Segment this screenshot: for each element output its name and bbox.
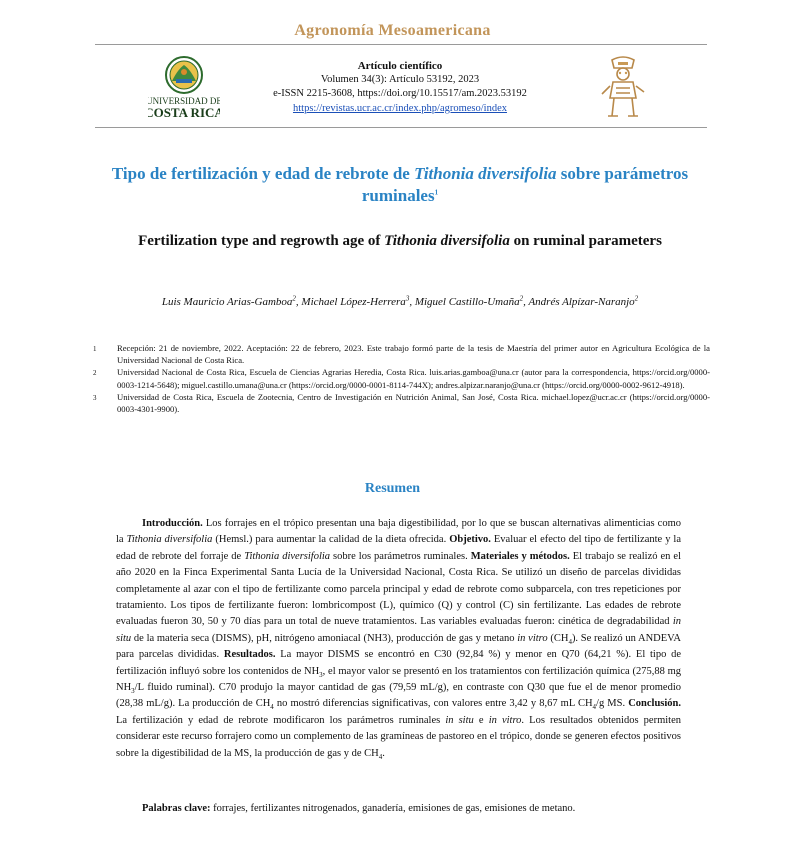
author: Luis Mauricio Arias-Gamboa$^2$, — [161, 294, 302, 308]
author: Miguel Castillo-Umaña$^2$, — [414, 294, 529, 308]
volume-info: Volumen 34(3): Artículo 53192, 2023 — [320, 74, 480, 86]
abstract-text-segment: . Los resultados obtenidos permiten considerar este recurso forrajero como un complemento de las gramíneas de pastoreo en el trópico, donde se generen efectos positivos sobre la digestibilidad de la MS, la producción de gas y de CH — [116, 714, 681, 759]
keywords-text: forrajes, fertilizantes nitrogenados, ganadería, emisiones de gas, emisiones de metano. — [210, 803, 576, 814]
author: Michael López-Herrera$^3$, — [301, 294, 415, 308]
abstract-section-label: Introducción. — [142, 518, 203, 529]
university-name-line-1: UNIVERSIDAD DE — [148, 96, 220, 106]
abstract-section-label: Conclusión. — [628, 698, 682, 710]
article-meta — [230, 59, 570, 116]
abstract-text-segment: , el mayor valor se presentó en los tratamientos con fertilización química (275,88 mg NH — [116, 665, 681, 694]
abstract-text-segment: Los forrajes en el trópico presentan una baja digestibilidad, por lo que se buscan alternativas alimenticias como la — [116, 518, 681, 546]
abstract-text-segment: ). Se realizó un ANDEVA para parcelas divididas. — [116, 632, 681, 661]
abstract-text-segment: 3 — [131, 687, 135, 696]
abstract-text-segment: Evaluar el efecto del tipo de fertilizante y la edad de rebrote del forraje de — [116, 534, 682, 562]
keywords — [116, 803, 681, 814]
abstract-text-segment: no mostró diferencias significativas, con valores entre 3,42 y 8,67 mL CH — [273, 698, 593, 710]
footnote-number: 1 — [93, 345, 97, 353]
footnote-number: 2 — [93, 369, 97, 378]
university-logo — [148, 55, 220, 123]
abstract-text-segment: Tithonia diversifolia — [126, 534, 213, 546]
abstract-text-segment: in situ — [445, 714, 474, 726]
abstract-text-segment: sobre los parámetros ruminales. — [330, 550, 471, 562]
abstract-text-segment: 3 — [319, 670, 323, 679]
mayan-figure-icon — [598, 54, 648, 122]
abstract-text-segment: La fertilización y edad de rebrote modificaron los parámetros ruminales — [116, 714, 446, 726]
abstract-text-segment: (Hemsl.) para aumentar la calidad de la dieta ofrecida. — [212, 534, 450, 546]
header-top-rule — [95, 44, 707, 45]
abstract-text-segment: /g MS. — [596, 698, 629, 710]
university-name-line-2: COSTA RICA — [148, 105, 220, 120]
abstract-text-segment: in vitro — [488, 714, 522, 726]
header-bottom-rule — [95, 127, 707, 128]
abstract-section-label: Materiales y métodos. — [470, 550, 570, 562]
keywords-label: Palabras clave: — [142, 803, 211, 814]
journal-emblem — [598, 54, 648, 122]
footnote — [93, 391, 710, 415]
abstract-heading: Resumen — [364, 481, 421, 496]
abstract-text-segment: . — [382, 747, 385, 759]
abstract-text-segment: El trabajo se realizó en el año 2020 en la Finca Experimental Santa Lucía de la Universidad Nacional, Costa Rica. Se utilizó un diseño de parcelas divididas completamente al azar con el tipo de fertilizante como parcela principal y edad de rebrote como subparcela, con tres repeticiones por tratamiento. Los tipos de fertilizante fueron: lombricompost (L), químico (Q) y control (C) sin fertilizante. Las edades de rebrote evaluadas fueron 30, 50 y 70 días para un total de nueve tratamientos. Las variables evaluadas fueron: cinética de degradabilidad — [116, 550, 681, 628]
abstract-text-segment: e — [473, 714, 489, 726]
journal-url-link[interactable]: https://revistas.ucr.ac.cr/index.php/agromeso/index — [292, 102, 508, 114]
abstract-text-segment: de la materia seca (DISMS), pH, nitrógeno amoniacal (NH3), producción de gas y metano — [131, 632, 518, 644]
article-type: Artículo científico — [357, 60, 443, 72]
abstract-text-segment: Tithonia diversifolia — [244, 550, 331, 562]
abstract-text-segment: /L fluido ruminal). C70 produjo la mayor cantidad de gas (79,59 mL/g), en contraste con Q30 que fue el de menor promedio (28,38 mL/g). La producción de CH — [116, 682, 681, 710]
abstract-section-label: Resultados. — [223, 649, 276, 661]
abstract-section-label: Objetivo. — [449, 534, 491, 546]
title-english: Fertilization type and regrowth age of Tithonia diversifolia on ruminal parameters — [138, 233, 662, 249]
footnote-text: Recepción: 21 de noviembre, 2022. Aceptación: 22 de febrero, 2023. Este trabajo formó parte de la tesis de Maestría del primer autor en Agricultura Ecológica de la Universidad Nacional de Costa Rica. — [117, 343, 710, 366]
university-seal-icon — [148, 55, 220, 123]
footnote-number: 3 — [93, 393, 97, 402]
abstract-text-segment: in vitro — [517, 632, 548, 644]
footnote — [93, 366, 710, 390]
footnote-text: Universidad de Costa Rica, Escuela de Zootecnia, Centro de Investigación en Nutrición Animal, San José, Costa Rica. michael.lopez@ucr.ac.cr (https://orcid.org/0000-0003-4301-9900). — [117, 391, 710, 415]
journal-name: Agronomía Mesoamericana — [294, 22, 491, 39]
author-list — [60, 296, 740, 308]
abstract-text-segment: 4 — [592, 703, 597, 712]
abstract-text-segment: 4 — [270, 703, 274, 712]
author: Andrés Alpízar-Naranjo$^2$ — [528, 294, 639, 308]
footnotes — [93, 342, 710, 415]
abstract-text-segment: 4 — [568, 637, 572, 646]
abstract-text-segment: (CH — [547, 632, 569, 644]
abstract-body — [116, 516, 681, 762]
abstract-text-segment: 4 — [378, 752, 383, 761]
abstract-text-segment: in situ — [116, 616, 681, 644]
abstract-text-segment: La mayor DISMS se encontró en C30 (92,84 %) y menor en Q70 (64,21 %). El tipo de fertilización influyó sobre los contenidos de NH — [116, 649, 681, 677]
title-spanish: Tipo de fertilización y edad de rebrote de Tithonia diversifolia sobre parámetros ruminales$^1$ — [111, 164, 689, 205]
footnote-text: Universidad Nacional de Costa Rica, Escuela de Ciencias Agrarias Heredia, Costa Rica. luis.arias.gamboa@una.cr (autor para la correspondencia, https://orcid.org/0000-0003-1214-5648); miguel.castillo.umana@una.cr (https://orcid.org/0000-0001-8114-744X); andres.alpizar.naranjo@una.cr (https://orcid.org/0000-0002-9612-4918). — [117, 367, 710, 390]
footnote — [93, 342, 710, 366]
issn-doi: e-ISSN 2215-3608, https://doi.org/10.15517/am.2023.53192 — [273, 88, 527, 100]
title-footnote-marker: 1 — [434, 188, 439, 197]
